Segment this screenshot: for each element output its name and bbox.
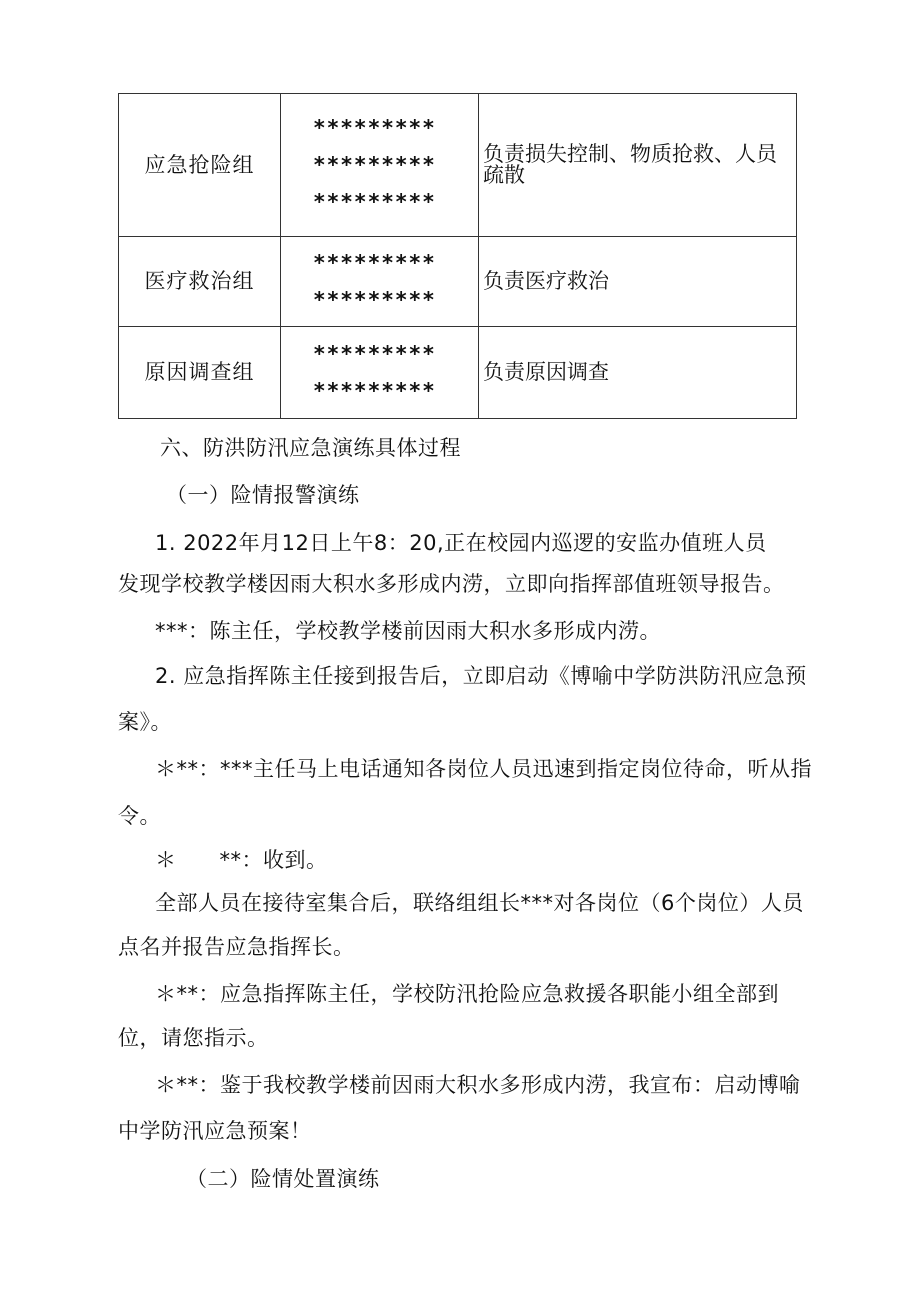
paragraph-line: 中学防汛应急预案！ xyxy=(118,1119,312,1143)
paragraph-line: 令。 xyxy=(118,804,161,828)
paragraph-line: ***：陈主任，学校教学楼前因雨大积水多形成内涝。 xyxy=(155,619,661,643)
table-row xyxy=(119,327,797,419)
subsection-heading: （一）险情报警演练 xyxy=(166,483,360,507)
group-duty: 负责损失控制、物质抢救、人员疏散 xyxy=(479,94,797,237)
member-masked: ********* xyxy=(313,250,436,275)
paragraph-line: ＊ **：收到。 xyxy=(155,848,328,872)
group-members xyxy=(281,327,479,419)
paragraph-line: ＊**：鉴于我校教学楼前因雨大积水多形成内涝，我宣布：启动博喻 xyxy=(155,1073,801,1097)
paragraph-line: ＊**：应急指挥陈主任，学校防汛抢险应急救援各职能小组全部到 xyxy=(155,982,779,1006)
group-members xyxy=(281,237,479,327)
section-heading: 六、防洪防汛应急演练具体过程 xyxy=(160,436,461,460)
group-duty: 负责原因调查 xyxy=(479,327,797,419)
table-row xyxy=(119,94,797,237)
member-masked: ********* xyxy=(313,115,436,140)
paragraph-line: 位，请您指示。 xyxy=(118,1026,269,1050)
paragraph-line: 1. 2022年月12日上午8：20,正在校园内巡逻的安监办值班人员 xyxy=(155,531,767,555)
member-masked: ********* xyxy=(313,378,436,403)
group-name: 应急抢险组 xyxy=(119,94,281,237)
group-name: 原因调查组 xyxy=(119,327,281,419)
paragraph-line: 全部人员在接待室集合后，联络组组长***对各岗位（6个岗位）人员 xyxy=(155,891,804,915)
member-masked: ********* xyxy=(313,152,436,177)
paragraph-line: 案》。 xyxy=(118,710,172,734)
paragraph-line: 点名并报告应急指挥长。 xyxy=(118,935,355,959)
group-members xyxy=(281,94,479,237)
group-duty: 负责医疗救治 xyxy=(479,237,797,327)
table-row xyxy=(119,237,797,327)
member-masked: ********* xyxy=(313,341,436,366)
member-masked: ********* xyxy=(313,189,436,214)
member-masked: ********* xyxy=(313,287,436,312)
paragraph-line: 发现学校教学楼因雨大积水多形成内涝，立即向指挥部值班领导报告。 xyxy=(118,572,785,596)
group-table xyxy=(118,93,797,419)
subsection-heading: （二）险情处置演练 xyxy=(186,1167,380,1191)
group-name: 医疗救治组 xyxy=(119,237,281,327)
paragraph-line: ＊**：***主任马上电话通知各岗位人员迅速到指定岗位待命，听从指 xyxy=(155,757,812,781)
paragraph-line: 2. 应急指挥陈主任接到报告后，立即启动《博喻中学防洪防汛应急预 xyxy=(155,664,807,688)
